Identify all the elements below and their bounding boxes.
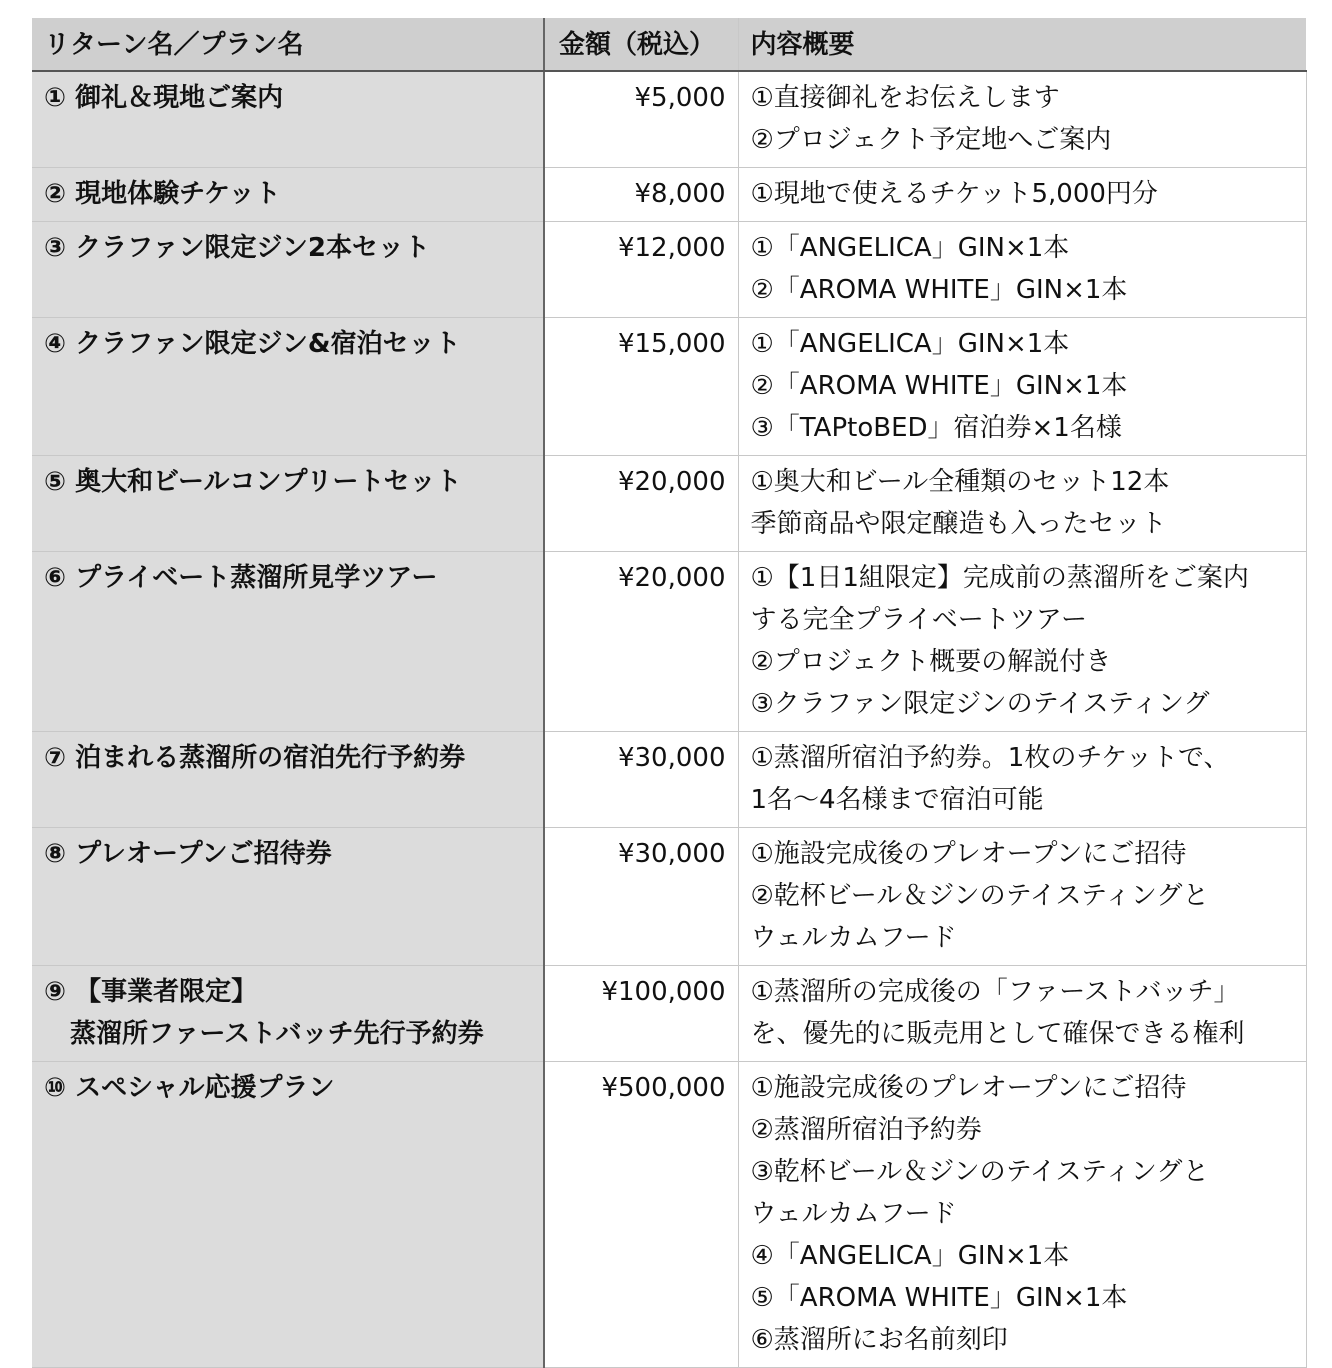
table-body <box>32 71 1306 1368</box>
price-cell: ¥20,000 <box>544 456 738 552</box>
description-line: ⑥蒸溜所にお名前刻印 <box>750 1325 1008 1355</box>
plan-name-cell <box>32 828 544 966</box>
description-line: ⑤「AROMA WHITE」GIN×1本 <box>750 1283 1128 1313</box>
plan-name-line: ⑩ スペシャル応援プラン <box>44 1073 335 1103</box>
description-cell <box>738 1062 1306 1368</box>
plan-name-cell <box>32 966 544 1062</box>
price-cell: ¥12,000 <box>544 222 738 318</box>
plan-name-line: ② 現地体験チケット <box>44 179 281 209</box>
price-cell: ¥100,000 <box>544 966 738 1062</box>
table-row <box>32 966 1306 1062</box>
description-cell <box>738 732 1306 828</box>
table-row <box>32 168 1306 222</box>
description-line: ①「ANGELICA」GIN×1本 <box>750 329 1070 359</box>
description-line: する完全プライベートツアー <box>750 605 1087 635</box>
description-line: ①蒸溜所宿泊予約券。1枚のチケットで、 <box>750 743 1230 773</box>
price-cell: ¥30,000 <box>544 828 738 966</box>
plan-name-line: ③ クラファン限定ジン2本セット <box>44 233 430 263</box>
plan-name-cell <box>32 168 544 222</box>
table-row <box>32 732 1306 828</box>
table-row <box>32 456 1306 552</box>
table-row <box>32 71 1306 168</box>
description-line: ウェルカムフード <box>750 923 957 953</box>
description-line: ①施設完成後のプレオープンにご招待 <box>750 839 1187 869</box>
description-cell <box>738 552 1306 732</box>
plan-name-cell <box>32 552 544 732</box>
table-row <box>32 1062 1306 1368</box>
plan-name-cell <box>32 732 544 828</box>
price-cell: ¥8,000 <box>544 168 738 222</box>
description-cell <box>738 71 1306 168</box>
price-cell: ¥20,000 <box>544 552 738 732</box>
description-line: ②乾杯ビール＆ジンのテイスティングと <box>750 881 1209 911</box>
description-line: ②「AROMA WHITE」GIN×1本 <box>750 275 1128 305</box>
plan-name-line: ⑥ プライベート蒸溜所見学ツアー <box>44 563 438 593</box>
description-line: ②蒸溜所宿泊予約券 <box>750 1115 982 1145</box>
description-line: 1名〜4名様まで宿泊可能 <box>750 785 1044 815</box>
plan-name-line: ① 御礼＆現地ご案内 <box>44 83 284 113</box>
table-row <box>32 222 1306 318</box>
plan-name-cell <box>32 318 544 456</box>
description-line: ①施設完成後のプレオープンにご招待 <box>750 1073 1187 1103</box>
description-line: ④「ANGELICA」GIN×1本 <box>750 1241 1070 1271</box>
plan-name-line: 蒸溜所ファーストバッチ先行予約券 <box>70 1019 484 1049</box>
description-cell <box>738 456 1306 552</box>
price-cell: ¥5,000 <box>544 71 738 168</box>
description-line: ①直接御礼をお伝えします <box>750 83 1060 113</box>
plan-name-cell <box>32 456 544 552</box>
description-line: ②「AROMA WHITE」GIN×1本 <box>750 371 1128 401</box>
description-line: ②プロジェクト概要の解説付き <box>750 647 1112 677</box>
description-line: ③クラファン限定ジンのテイスティング <box>750 689 1210 719</box>
description-cell <box>738 222 1306 318</box>
description-cell <box>738 828 1306 966</box>
plan-name-line: ④ クラファン限定ジン&宿泊セット <box>44 329 461 359</box>
description-line: ウェルカムフード <box>750 1199 957 1229</box>
header-description: 内容概要 <box>738 18 1306 71</box>
description-line: を、優先的に販売用として確保できる権利 <box>750 1019 1245 1049</box>
description-line: ①蒸溜所の完成後の「ファーストバッチ」 <box>750 977 1240 1007</box>
returns-table-container <box>32 18 1306 1368</box>
table-row <box>32 828 1306 966</box>
plan-name-line: ⑦ 泊まれる蒸溜所の宿泊先行予約券 <box>44 743 466 773</box>
description-line: ①「ANGELICA」GIN×1本 <box>750 233 1070 263</box>
plan-name-cell <box>32 1062 544 1368</box>
description-cell <box>738 966 1306 1062</box>
description-line: ③乾杯ビール＆ジンのテイスティングと <box>750 1157 1209 1187</box>
price-cell: ¥500,000 <box>544 1062 738 1368</box>
table-row <box>32 552 1306 732</box>
plan-name-line: ⑨ 【事業者限定】 <box>44 977 258 1007</box>
table-header <box>32 18 1306 71</box>
returns-table <box>32 18 1307 1368</box>
header-plan-name: リターン名／プラン名 <box>32 18 544 71</box>
price-cell: ¥30,000 <box>544 732 738 828</box>
description-line: ③「TAPtoBED」宿泊券×1名様 <box>750 413 1122 443</box>
description-line: ①奥大和ビール全種類のセット12本 <box>750 467 1170 497</box>
description-line: ①現地で使えるチケット5,000円分 <box>750 179 1158 209</box>
description-cell <box>738 168 1306 222</box>
header-price: 金額（税込） <box>544 18 738 71</box>
table-row <box>32 318 1306 456</box>
header-row <box>32 18 1306 71</box>
plan-name-cell <box>32 222 544 318</box>
plan-name-line: ⑤ 奥大和ビールコンプリートセット <box>44 467 462 497</box>
description-line: ①【1日1組限定】完成前の蒸溜所をご案内 <box>750 563 1249 593</box>
price-cell: ¥15,000 <box>544 318 738 456</box>
plan-name-cell <box>32 71 544 168</box>
description-cell <box>738 318 1306 456</box>
description-line: 季節商品や限定醸造も入ったセット <box>750 509 1167 539</box>
plan-name-line: ⑧ プレオープンご招待券 <box>44 839 332 869</box>
description-line: ②プロジェクト予定地へご案内 <box>750 125 1112 155</box>
